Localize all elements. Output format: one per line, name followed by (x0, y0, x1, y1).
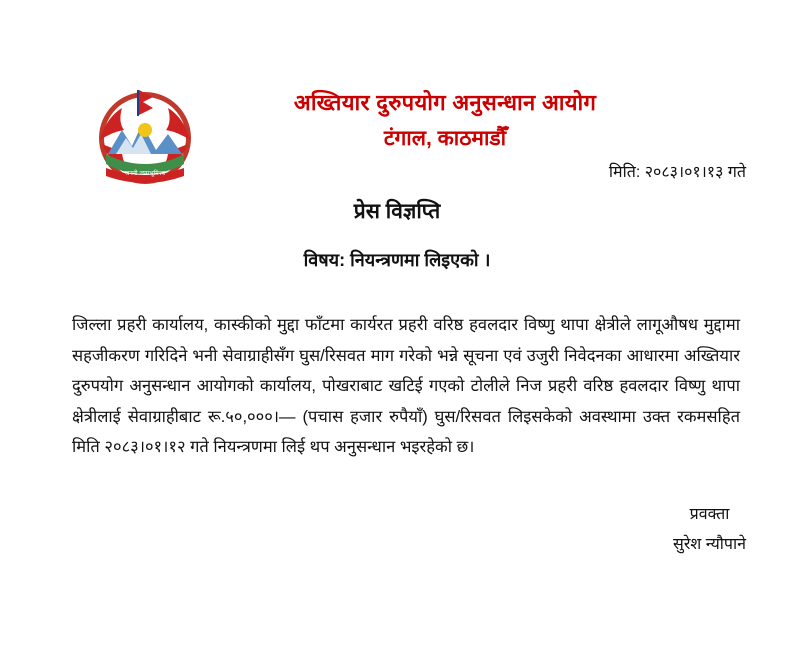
document-subject: विषय: नियन्त्रणमा लिइएको । (303, 250, 491, 270)
document-body (72, 310, 740, 463)
organization-address: टंगाल, काठमाडौँ (383, 127, 507, 150)
signature-name: सुरेश न्यौपाने (673, 536, 746, 554)
organization-name: अख्तियार दुरुपयोग अनुसन्धान आयोग (293, 90, 597, 115)
signature-block (673, 500, 746, 561)
svg-text:जननी जन्मभूमिश्च: जननी जन्मभूमिश्च (124, 170, 166, 177)
signature-designation: प्रवक्ता (689, 506, 730, 523)
document-date: मिति: २०८३।०१।१३ गते (608, 164, 746, 181)
nepal-government-emblem-icon (92, 82, 198, 188)
body-paragraph: जिल्ला प्रहरी कार्यालय, कास्कीको मुद्दा फाँटमा कार्यरत प्रहरी वरिष्ठ हवलदार विष्णु थापा क्षेत्रीले लागूऔषध मुद्दामा सहजीकरण गरिदिने भनी सेवाग्राहीसँग घुस/रिसवत माग गरेको भन्ने सूचना एवं उजुरी निवेदनका आधारमा अख्तियार दुरुपयोग अनुसन्धान आयोगको कार्यालय, पोखराबाट खटिई गएको टोलीले निज प्रहरी वरिष्ठ हवलदार विष्णु थापा क्षेत्रीलाई सेवाग्राहीबाट रू.५०,०००।— (पचास हजार रुपैयाँ) घुस/रिसवत लिइसकेको अवस्थामा उक्त रकमसहित मिति २०८३।०१।१२ गते नियन्त्रणमा लिई थप अनुसन्धान भइरहेको छ। (72, 316, 740, 457)
document-header (210, 86, 680, 155)
page-title: प्रेस विज्ञप्ति (353, 200, 441, 223)
